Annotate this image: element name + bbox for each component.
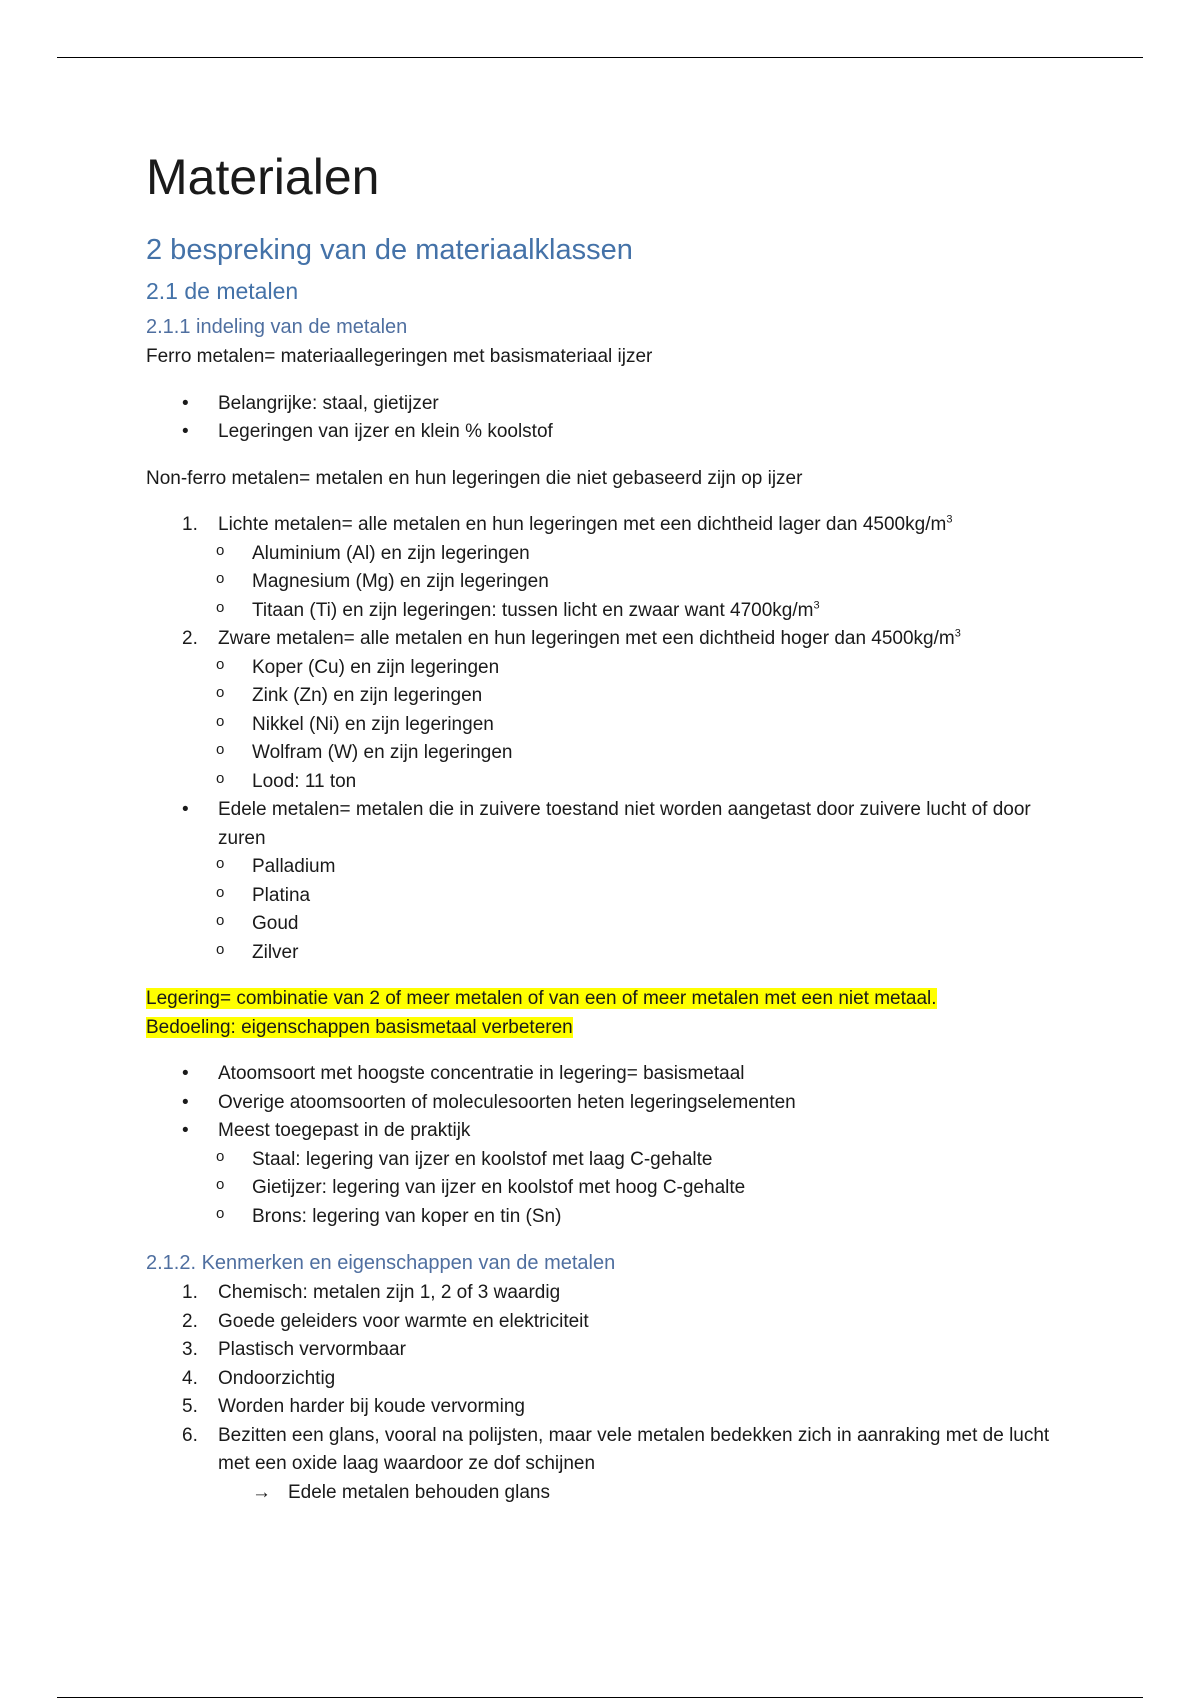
sub-item: o Lood: 11 ton [216, 769, 357, 792]
sub-item: o Koper (Cu) en zijn legeringen [216, 655, 500, 678]
list-item: 1. Chemisch: metalen zijn 1, 2 of 3 waardig [182, 1282, 561, 1304]
list-item: 5. Worden harder bij koude vervorming [182, 1396, 525, 1418]
list-item: • Meest toegepast in de praktijk [146, 1117, 1066, 1146]
list-item-edele: • Edele metalen= metalen die in zuivere toestand niet worden aangetast door zuivere lucht of door zuren [146, 796, 1066, 853]
circle-bullet-icon: o [216, 684, 225, 702]
heading-2: 2 bespreking van de materiaalklassen [146, 234, 633, 266]
bullet-icon: • [182, 1120, 189, 1142]
legering-purpose: Bedoeling: eigenschappen basismetaal verbeteren [146, 1016, 573, 1038]
footer-rule [57, 1697, 1143, 1698]
circle-bullet-icon: o [216, 912, 225, 930]
heading-3: 2.1 de metalen [146, 277, 299, 304]
sub-item: o Titaan (Ti) en zijn legeringen: tussen licht en zwaar want $4700kg/m^3$ [216, 598, 820, 621]
legering-list [146, 1060, 1066, 1231]
circle-bullet-icon: o [216, 570, 225, 588]
bullet-icon: • [182, 799, 189, 821]
heading-kenmerken: 2.1.2. Kenmerken en eigenschappen van de metalen [146, 1252, 616, 1275]
legering-definition: Legering= combinatie van 2 of meer metalen of van een of meer metalen met een niet metaal. [146, 988, 937, 1010]
circle-bullet-icon: o [216, 655, 225, 673]
sub-item: o Platina [216, 883, 311, 906]
list-item: 6. Bezitten een glans, vooral na polijsten, maar vele metalen bedekken zich in aanraking met de lucht met een oxide laag waardoor ze dof schijnen [182, 1424, 1050, 1475]
heading-indeling: 2.1.1 indeling van de metalen [146, 316, 408, 339]
header-rule [57, 57, 1143, 58]
nonferro-list [146, 511, 1066, 967]
sub-item: o Zilver [216, 940, 299, 963]
ferro-intro: Ferro metalen= materiaallegeringen met basismateriaal ijzer [146, 346, 653, 368]
list-item: • Overige atoomsoorten of moleculesoorten heten legeringselementen [146, 1089, 1066, 1118]
list-item-zwaar: 2. Zware metalen= alle metalen en hun legeringen met een dichtheid hoger dan $4500kg/m^3$ [182, 628, 961, 650]
sub-item: o Goud [216, 912, 299, 935]
ferro-list [146, 390, 1066, 447]
sub-item: o Palladium [216, 855, 336, 878]
sub-item: o Aluminium (Al) en zijn legeringen [216, 541, 530, 564]
circle-bullet-icon: o [216, 741, 225, 759]
bullet-icon: • [182, 1063, 189, 1085]
kenmerken-list [146, 1279, 1066, 1479]
arrow-right-icon: → [252, 1481, 271, 1503]
sub-item: o Gietijzer: legering van ijzer en koolstof met hoog C-gehalte [216, 1176, 746, 1199]
sub-item: o Zink (Zn) en zijn legeringen [216, 684, 483, 707]
nonferro-intro: Non-ferro metalen= metalen en hun legeringen die niet gebaseerd zijn op ijzer [146, 467, 803, 489]
list-item: 4. Ondoorzichtig [182, 1367, 336, 1389]
list-item: 3. Plastisch vervormbaar [182, 1339, 406, 1361]
circle-bullet-icon: o [216, 769, 225, 787]
circle-bullet-icon: o [216, 940, 225, 958]
list-item: • Legeringen van ijzer en klein % koolstof [146, 418, 1066, 447]
bullet-icon: • [182, 392, 189, 414]
circle-bullet-icon: o [216, 1147, 225, 1165]
list-item: • Atoomsoort met hoogste concentratie in legering= basismetaal [146, 1060, 1066, 1089]
circle-bullet-icon: o [216, 541, 225, 559]
bullet-icon: • [182, 1091, 189, 1113]
sub-item: o Wolfram (W) en zijn legeringen [216, 741, 513, 764]
list-item: • Belangrijke: staal, gietijzer [146, 390, 1066, 419]
circle-bullet-icon: o [216, 712, 225, 730]
circle-bullet-icon: o [216, 1176, 225, 1194]
circle-bullet-icon: o [216, 883, 225, 901]
bullet-icon: • [182, 421, 189, 443]
circle-bullet-icon: o [216, 598, 225, 616]
sub-item: o Brons: legering van koper en tin (Sn) [216, 1204, 562, 1227]
sub-item: o Nikkel (Ni) en zijn legeringen [216, 712, 494, 735]
document-page [146, 150, 1066, 1507]
circle-bullet-icon: o [216, 1204, 225, 1222]
sub-item: o Magnesium (Mg) en zijn legeringen [216, 570, 549, 593]
list-item-licht: 1. Lichte metalen= alle metalen en hun legeringen met een dichtheid lager dan $4500kg/m^3$ [182, 514, 953, 536]
arrow-note: → Edele metalen behouden glans [146, 1479, 1066, 1508]
circle-bullet-icon: o [216, 855, 225, 873]
sub-item: o Staal: legering van ijzer en koolstof met laag C-gehalte [216, 1147, 713, 1170]
document-title: Materialen [146, 149, 380, 205]
list-item: 2. Goede geleiders voor warmte en elektriciteit [182, 1310, 589, 1332]
